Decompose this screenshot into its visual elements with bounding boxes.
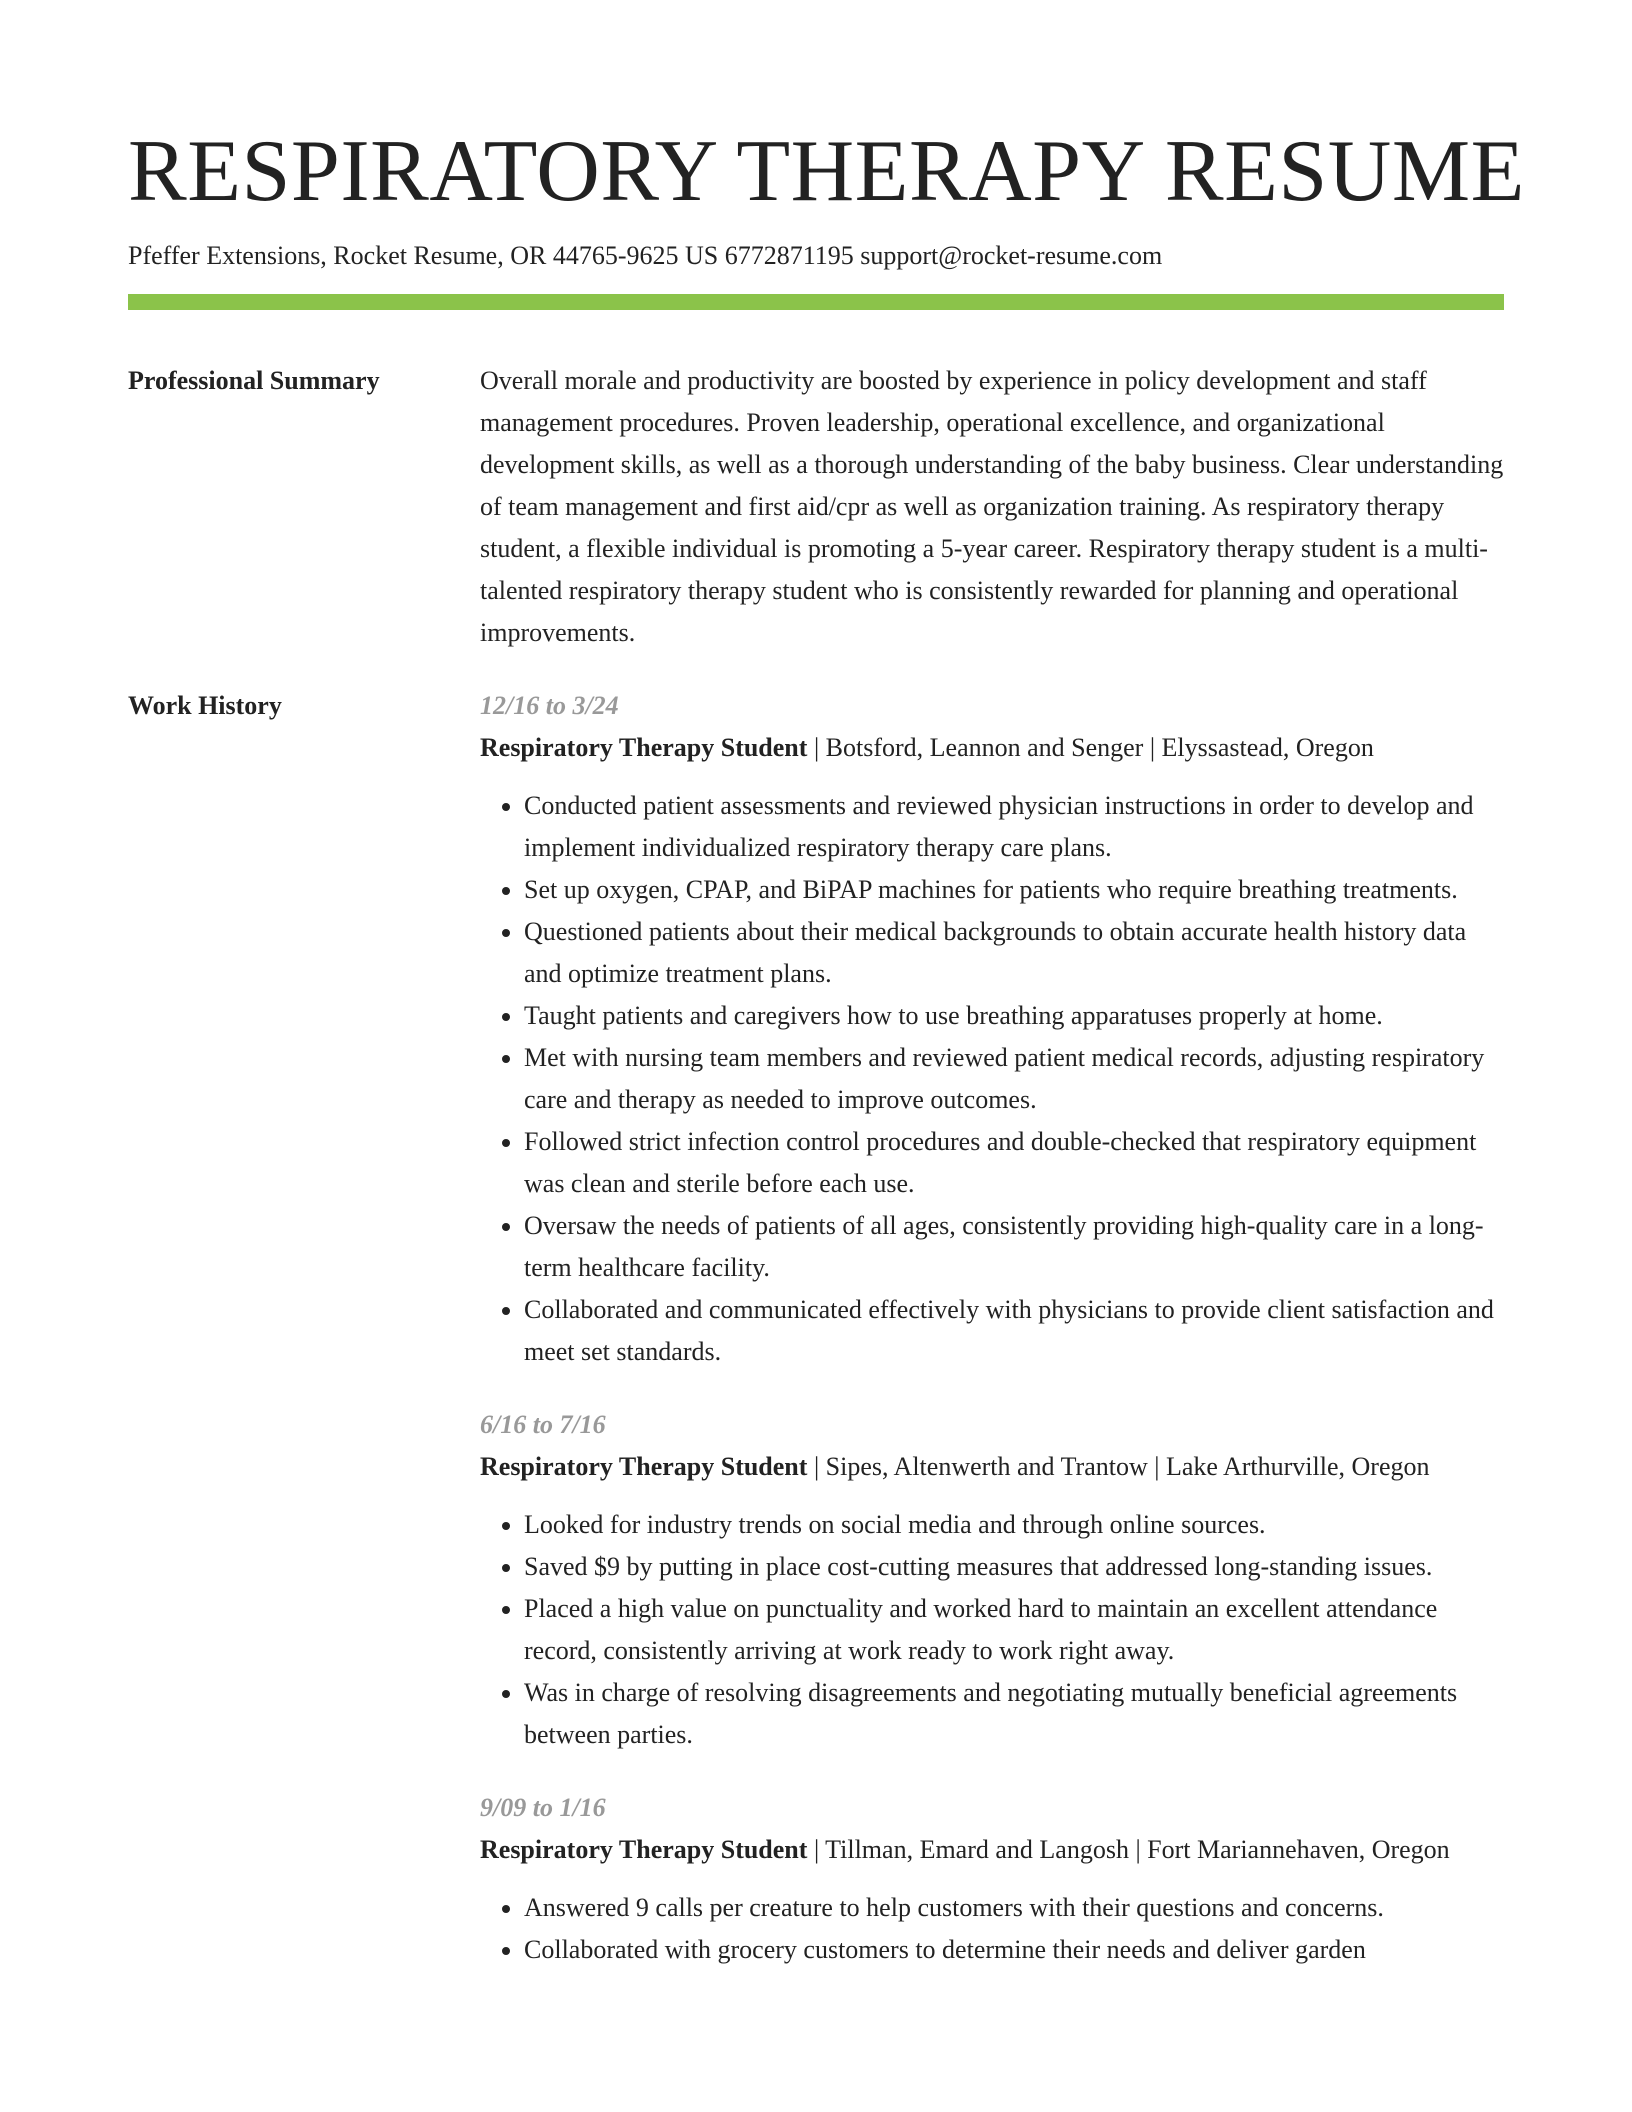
job-entry	[480, 685, 1504, 1373]
job-dates: 9/09 to 1/16	[480, 1793, 606, 1822]
job-heading	[480, 1446, 1504, 1488]
duty-item: • Looked for industry trends on social media and through online sources.	[524, 1504, 1504, 1546]
job-heading	[480, 727, 1504, 769]
professional-summary-section	[128, 360, 1504, 654]
duty-item: • Was in charge of resolving disagreements and negotiating mutually beneficial agreements between parties.	[524, 1672, 1504, 1756]
job-employer-location: | Sipes, Altenwerth and Trantow | Lake Arthurville, Oregon	[807, 1452, 1430, 1481]
duty-item: • Answered 9 calls per creature to help customers with their questions and concerns.	[524, 1887, 1504, 1929]
section-label-work-history: Work History	[128, 691, 282, 720]
section-label-summary: Professional Summary	[128, 366, 380, 395]
duty-item: • Oversaw the needs of patients of all ages, consistently providing high-quality care in a long-term healthcare facility.	[524, 1205, 1504, 1289]
duty-item: • Followed strict infection control procedures and double-checked that respiratory equipment was clean and sterile before each use.	[524, 1121, 1504, 1205]
contact-info: Pfeffer Extensions, Rocket Resume, OR 44765-9625 US 6772871195 support@rocket-resume.com	[128, 241, 1163, 270]
summary-body	[480, 360, 1504, 654]
job-title: Respiratory Therapy Student	[480, 733, 808, 762]
resume-title: RESPIRATORY THERAPY RESUME	[128, 123, 1525, 220]
duty-item: • Collaborated and communicated effectively with physicians to provide client satisfaction and meet set standards.	[524, 1289, 1504, 1373]
duty-item: • Questioned patients about their medical backgrounds to obtain accurate health history data and optimize treatment plans.	[524, 911, 1504, 995]
job-entry	[480, 1787, 1504, 1971]
duty-item: • Placed a high value on punctuality and worked hard to maintain an excellent attendance record, consistently arriving at work ready to work right away.	[524, 1588, 1504, 1672]
job-entry	[480, 1404, 1504, 1756]
duty-item: • Collaborated with grocery customers to determine their needs and deliver garden	[524, 1929, 1504, 1971]
work-history-section	[128, 685, 1504, 2002]
accent-divider	[128, 294, 1504, 310]
summary-text: Overall morale and productivity are boosted by experience in policy development and staff management procedures. Proven leadership, operational excellence, and organizational development skills, as well as a thorough understanding of the baby business. Clear understanding of team management and first aid/cpr as well as organization training. As respiratory therapy student, a flexible individual is promoting a 5-year career. Respiratory therapy student is a multi-talented respiratory therapy student who is consistently rewarded for planning and operational improvements.	[480, 366, 1504, 647]
duty-item: • Conducted patient assessments and reviewed physician instructions in order to develop and implement individualized respiratory therapy care plans.	[524, 785, 1504, 869]
work-history-body	[480, 685, 1504, 2002]
duty-item: • Met with nursing team members and reviewed patient medical records, adjusting respiratory care and therapy as needed to improve outcomes.	[524, 1037, 1504, 1121]
job-dates: 6/16 to 7/16	[480, 1410, 606, 1439]
job-employer-location: | Tillman, Emard and Langosh | Fort Mariannehaven, Oregon	[807, 1835, 1450, 1864]
duty-list	[480, 1504, 1504, 1756]
duty-item: • Set up oxygen, CPAP, and BiPAP machines for patients who require breathing treatments.	[524, 869, 1504, 911]
duty-list	[480, 1887, 1504, 1971]
resume-page	[128, 0, 1525, 2002]
job-heading	[480, 1829, 1504, 1871]
job-title: Respiratory Therapy Student	[480, 1835, 808, 1864]
duty-item: • Taught patients and caregivers how to use breathing apparatuses properly at home.	[524, 995, 1504, 1037]
job-dates: 12/16 to 3/24	[480, 691, 619, 720]
duty-list	[480, 785, 1504, 1373]
job-employer-location: | Botsford, Leannon and Senger | Elyssastead, Oregon	[807, 733, 1374, 762]
duty-item: • Saved $9 by putting in place cost-cutting measures that addressed long-standing issues.	[524, 1546, 1504, 1588]
job-title: Respiratory Therapy Student	[480, 1452, 808, 1481]
